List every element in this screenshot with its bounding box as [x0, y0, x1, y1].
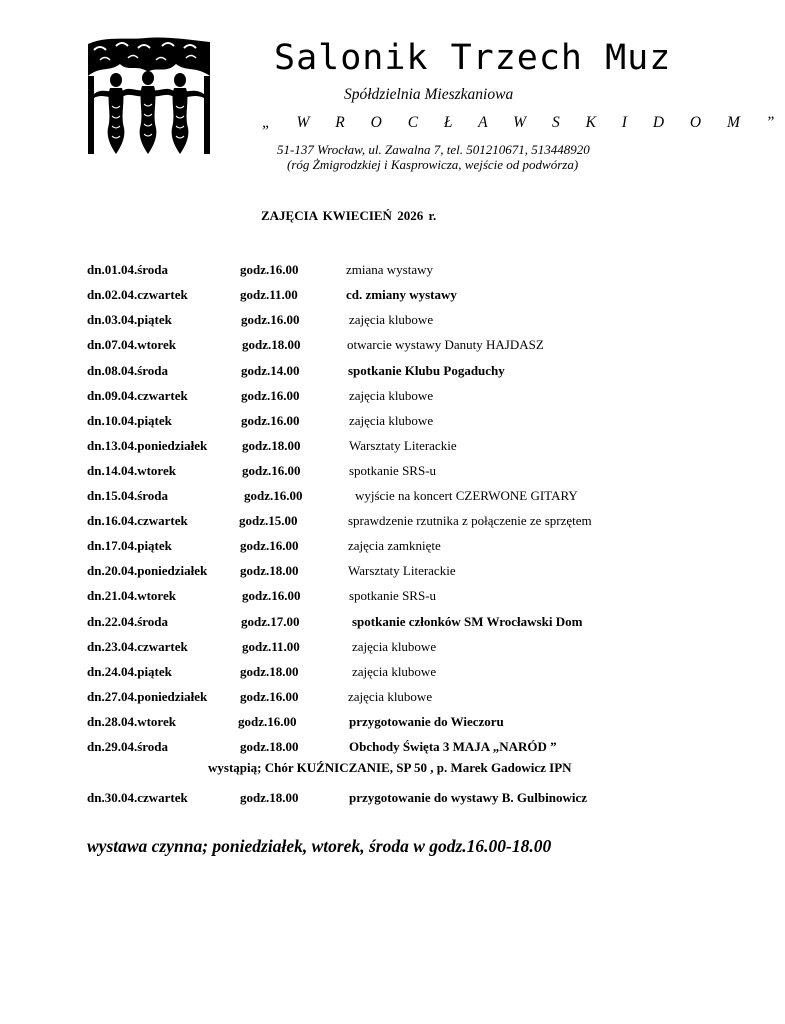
page-title: Salonik Trzech Muz: [274, 38, 672, 78]
schedule-date: dn.10.04.piątek: [87, 413, 172, 428]
schedule-time: godz.14.00: [241, 363, 300, 378]
schedule-time: godz.16.00: [240, 538, 299, 553]
schedule-date: dn.14.04.wtorek: [87, 463, 176, 478]
schedule-time: godz.15.00: [239, 513, 298, 528]
schedule-row: [0, 714, 724, 734]
schedule-time: godz.18.00: [240, 563, 299, 578]
cooperative-subtitle: Spółdzielnia Mieszkaniowa: [344, 86, 514, 103]
exhibition-hours-footer: wystawa czynna; poniedziałek, wtorek, środa w godz.16.00-18.00: [87, 836, 552, 856]
schedule-description: wyjście na koncert CZERWONE GITARY: [355, 488, 578, 503]
performers-note-text: wystąpią; Chór KUŹNICZANIE, SP 50 , p. Marek Gadowicz IPN: [208, 760, 572, 775]
schedule-heading: ZAJĘCIA KWIECIEŃ 2026 r.: [261, 208, 437, 223]
schedule-description: zmiana wystawy: [346, 262, 434, 277]
schedule-row: [0, 664, 724, 684]
schedule-description: spotkanie SRS-u: [349, 588, 437, 603]
address-line-2: (róg Żmigrodzkiej i Kasprowicza, wejście od podwórza): [287, 157, 579, 172]
schedule-date: dn.27.04.poniedziałek: [87, 689, 208, 704]
schedule-row: [0, 337, 724, 357]
schedule-row: [0, 287, 724, 307]
schedule-description: przygotowanie do Wieczoru: [349, 714, 504, 729]
schedule-date: dn.03.04.piątek: [87, 312, 172, 327]
schedule-time: godz.16.00: [238, 714, 297, 729]
schedule-description: przygotowanie do wystawy B. Gulbinowicz: [349, 790, 587, 805]
schedule-description: Obchody Święta 3 MAJA „NARÓD ”: [349, 739, 557, 754]
schedule-description: zajęcia zamknięte: [348, 538, 441, 553]
schedule-time: godz.18.00: [240, 739, 299, 754]
schedule-time: godz.18.00: [242, 337, 301, 352]
schedule-description: cd. zmiany wystawy: [346, 287, 457, 302]
schedule-row: [0, 363, 724, 383]
schedule-description: spotkanie Klubu Pogaduchy: [348, 363, 505, 378]
schedule-date: dn.08.04.środa: [87, 363, 169, 378]
schedule-description: sprawdzenie rzutnika z połączenie ze sprzętem: [348, 513, 592, 528]
schedule-row: [0, 438, 724, 458]
schedule-time: godz.16.00: [240, 262, 299, 277]
schedule-row: [0, 312, 724, 332]
schedule-time: godz.11.00: [242, 639, 300, 654]
schedule-time: godz.16.00: [240, 689, 299, 704]
schedule-description: zajęcia klubowe: [348, 689, 433, 704]
schedule-date: dn.30.04.czwartek: [87, 790, 188, 805]
schedule-date: dn.02.04.czwartek: [87, 287, 188, 302]
schedule-time: godz.11.00: [240, 287, 298, 302]
schedule-row: [0, 563, 724, 583]
schedule-row: [0, 614, 724, 634]
schedule-date: dn.09.04.czwartek: [87, 388, 188, 403]
schedule-date: dn.16.04.czwartek: [87, 513, 188, 528]
schedule-row: [0, 588, 724, 608]
schedule-description: spotkanie SRS-u: [349, 463, 437, 478]
three-muses-logo: [86, 36, 212, 156]
schedule-date: dn.21.04.wtorek: [87, 588, 176, 603]
schedule-row: [0, 488, 724, 508]
schedule-description: zajęcia klubowe: [352, 664, 437, 679]
schedule-time: godz.17.00: [241, 614, 300, 629]
schedule-date: dn.07.04.wtorek: [87, 337, 176, 352]
schedule-time: godz.18.00: [240, 790, 299, 805]
schedule-date: dn.13.04.poniedziałek: [87, 438, 208, 453]
schedule-date: dn.28.04.wtorek: [87, 714, 176, 729]
schedule-description: Warsztaty Literackie: [348, 563, 456, 578]
schedule-time: godz.16.00: [241, 413, 300, 428]
organization-name: „ W R O C Ł A W S K I D O M ”: [262, 114, 785, 131]
schedule-row: [0, 538, 724, 558]
schedule-row: [0, 388, 724, 408]
schedule-date: dn.17.04.piątek: [87, 538, 172, 553]
address-line-1: 51-137 Wrocław, ul. Zawalna 7, tel. 501210671, 513448920: [277, 142, 590, 157]
schedule-row: [0, 463, 724, 483]
schedule-description: zajęcia klubowe: [349, 413, 434, 428]
schedule-row: [0, 262, 724, 282]
schedule-description: otwarcie wystawy Danuty HAJDASZ: [347, 337, 544, 352]
schedule-time: godz.18.00: [240, 664, 299, 679]
schedule-row: [0, 689, 724, 709]
schedule-date: dn.29.04.środa: [87, 739, 169, 754]
schedule-time: godz.16.00: [241, 312, 300, 327]
schedule-row: [0, 413, 724, 433]
schedule-time: godz.16.00: [244, 488, 303, 503]
schedule-description: spotkanie członków SM Wrocławski Dom: [352, 614, 583, 629]
schedule-row: [0, 639, 724, 659]
schedule-date: dn.01.04.środa: [87, 262, 169, 277]
schedule-date: dn.24.04.piątek: [87, 664, 172, 679]
schedule-time: godz.16.00: [242, 463, 301, 478]
schedule-time: godz.18.00: [242, 438, 301, 453]
schedule-description: zajęcia klubowe: [352, 639, 437, 654]
schedule-row: [0, 790, 724, 810]
schedule-row: [0, 513, 724, 533]
schedule-time: godz.16.00: [241, 388, 300, 403]
schedule-description: zajęcia klubowe: [349, 388, 434, 403]
schedule-date: dn.20.04.poniedziałek: [87, 563, 208, 578]
schedule-description: zajęcia klubowe: [349, 312, 434, 327]
schedule-row: [0, 739, 724, 759]
schedule-date: dn.22.04.środa: [87, 614, 169, 629]
schedule-date: dn.23.04.czwartek: [87, 639, 188, 654]
schedule-description: Warsztaty Literackie: [349, 438, 457, 453]
schedule-date: dn.15.04.środa: [87, 488, 169, 503]
performers-note: [0, 760, 724, 780]
schedule-time: godz.16.00: [242, 588, 301, 603]
